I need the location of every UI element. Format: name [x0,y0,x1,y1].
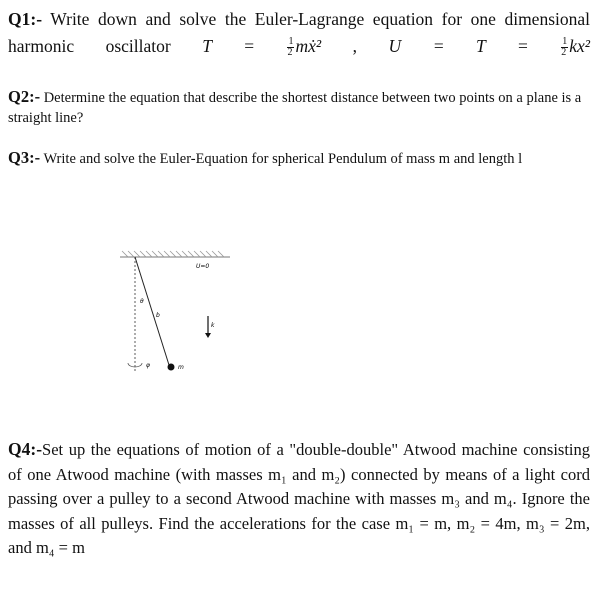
potential-fraction: $\frac{1}{2}$ [561,36,568,59]
question-2-label: Q2:- [8,87,41,106]
kinetic-energy-lhs: T = [202,36,255,56]
potential-energy-lhs: U = T = [388,36,529,56]
length-label: b [156,312,160,319]
question-4-text: Set up the equations of motion of a "double-double" Atwood machine consisting of one Atwood machine (with masses m₁ and m₂) connected by means of a light cord passing over a pulley to a second Atwood machine with masses m₃ and m₄. Ignore the masses of all pulleys. Find the accelerations for the case m₁ = m, m₂ = 4m, m₃ = 2m, and m₄ = m [8,440,590,557]
phi-label: φ [146,362,150,369]
theta-label: θ [140,298,144,305]
potential-zero-label: U=0 [196,263,210,270]
question-3-label: Q3:- [8,148,41,167]
kinetic-fraction: $\frac{1}{2}$ [287,36,294,59]
kinetic-energy-rhs: mẋ² [295,36,322,56]
question-2 [8,87,590,128]
question-2-text: Determine the equation that describe the shortest distance between two points on a plane is a straight line? [8,90,582,126]
question-1-text: Write down and solve the Euler-Lagrange equation for one dimensional harmonic oscillator [8,9,590,56]
ceiling-hatching [120,251,230,257]
pendulum-bob [168,364,175,371]
potential-energy-rhs: kx² [569,36,591,56]
question-1 [8,6,590,60]
question-1-label: Q1:- [8,9,43,29]
question-4-label: Q4:- [8,439,43,459]
gravity-label: k [211,322,215,329]
question-4 [8,437,590,561]
pendulum-string [135,257,169,365]
spherical-pendulum-figure [120,243,240,378]
question-3-text: Write and solve the Euler-Equation for spherical Pendulum of mass m and length l [43,151,523,167]
equation-separator: , [352,36,358,56]
mass-label: m [178,364,184,371]
question-3 [8,148,590,169]
